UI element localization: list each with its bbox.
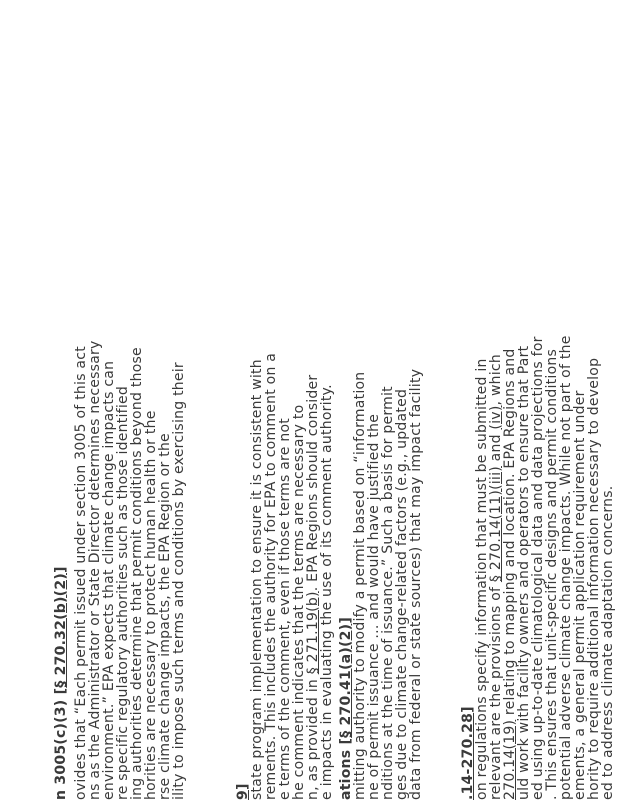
document-text-line (353, 0, 367, 800)
document-text-line (158, 0, 172, 800)
document-text-line (172, 0, 186, 800)
text-segment: ed to address climate adaptation concerns. (600, 485, 616, 800)
document-text-line (601, 0, 615, 800)
text-segment: , which (488, 354, 504, 406)
document-text-line (475, 0, 489, 800)
text-segment: rse climate change impacts, the EPA Region or the (157, 433, 173, 800)
text-segment: . EPA Regions should consider (305, 374, 321, 592)
text-segment: rements. This includes the authority for EPA to comment on a (263, 352, 279, 800)
document-text-line (409, 0, 423, 800)
text-segment: potential adverse climate change impacts. While not part of the (558, 335, 574, 800)
document-text-line (489, 0, 503, 800)
document-text-line (292, 0, 306, 800)
text-segment: . This ensures that unit-specific designs and permit conditions (544, 348, 560, 800)
document-text-line (88, 0, 102, 800)
text-segment: ility to impose such terms and conditions by exercising their (171, 362, 187, 800)
document-text-line (320, 0, 334, 800)
document-text-line (102, 0, 116, 800)
text-segment: ing authorities determine that permit conditions beyond those (129, 347, 145, 800)
section-heading (461, 0, 475, 800)
text-segment: n 3005(c)(3) [ (53, 687, 69, 800)
text-segment: re specific regulatory authorities such as those identified (115, 386, 131, 800)
text-segment: ements, a general permit application requirement under (572, 390, 588, 800)
text-segment: n, as provided in (305, 674, 321, 800)
text-segment: e terms of the comment, even if those terms are not (277, 418, 293, 800)
citation-link[interactable]: (iv) (488, 405, 504, 430)
document-text-line (381, 0, 395, 800)
text-segment: ed using up-to-date climatological data and data projections for (530, 336, 546, 800)
text-segment: horities are necessary to protect human health or the (143, 410, 159, 800)
citation-link[interactable]: 9 (235, 790, 251, 800)
citation-link[interactable]: § 270.41(a)(2) (338, 623, 354, 738)
text-segment: uld work with facility owners and operators to ensure that Part (516, 345, 532, 800)
text-segment: ovides that “Each permit issued under section 3005 of this act (73, 346, 89, 800)
text-segment: relating to mapping and location. EPA Regions and (502, 348, 518, 720)
text-segment: ns as the Administrator or State Director determines necessary (87, 340, 103, 800)
text-segment: mitting authority to modify a permit based on “information (352, 371, 368, 800)
document-text-line (116, 0, 130, 800)
text-segment: ] (53, 566, 69, 574)
text-segment: state program implementation to ensure it is consistent with (249, 359, 265, 800)
citation-link[interactable]: .14-270.28 (460, 712, 476, 800)
document-text-line (367, 0, 381, 800)
text-segment: ] (460, 706, 476, 713)
text-segment: ] (235, 783, 251, 790)
text-segment: data from federal or state sources) that may impact facility (408, 368, 424, 800)
document-text-line (250, 0, 264, 800)
document-block (339, 0, 423, 800)
document-text-line (278, 0, 292, 800)
text-segment: ] (338, 617, 354, 624)
text-segment: ations [ (338, 737, 354, 800)
text-segment: nditions at the time of issuance.” Such a basis for permit (380, 386, 396, 800)
document-block (461, 0, 615, 800)
document-text-line (503, 0, 517, 800)
document-text-line (573, 0, 587, 800)
text-segment: relevant are the provisions of (488, 582, 504, 800)
document-text-line (264, 0, 278, 800)
document-text-line (587, 0, 601, 800)
text-segment: ne of permit issuance ... and would have justified the (366, 413, 382, 800)
section-heading (54, 0, 68, 800)
document-text-line (559, 0, 573, 800)
document-text-line (531, 0, 545, 800)
citation-link[interactable]: 270.14(19) (502, 719, 518, 800)
document-text-line (395, 0, 409, 800)
text-segment: and (488, 429, 504, 467)
text-segment: e impacts in evaluating the use of its comment authority. (319, 384, 335, 800)
text-segment: environment.” EPA expects that climate change impacts can (101, 360, 117, 800)
section-heading (339, 0, 353, 800)
document-text-line (306, 0, 320, 800)
document-text-line (74, 0, 88, 800)
document-text-line (144, 0, 158, 800)
section-heading (236, 0, 250, 800)
document-text-line (130, 0, 144, 800)
text-segment: he comment indicates that the terms are necessary to (291, 404, 307, 800)
document-block (54, 0, 186, 800)
document-block (236, 0, 334, 800)
citation-link[interactable]: § 270.32(b)(2) (53, 573, 69, 688)
text-segment: ges due to climate change-related factors (e.g., updated (394, 388, 410, 800)
document-text-line (545, 0, 559, 800)
text-segment: on regulations specify information that must be submitted in (474, 358, 490, 800)
text-segment: hority to require additional information necessary to develop (586, 357, 602, 800)
document-text-line (517, 0, 531, 800)
citation-link[interactable]: § 270.14(11)(iii) (488, 466, 504, 583)
citation-link[interactable]: § 271.19(b) (305, 591, 321, 675)
